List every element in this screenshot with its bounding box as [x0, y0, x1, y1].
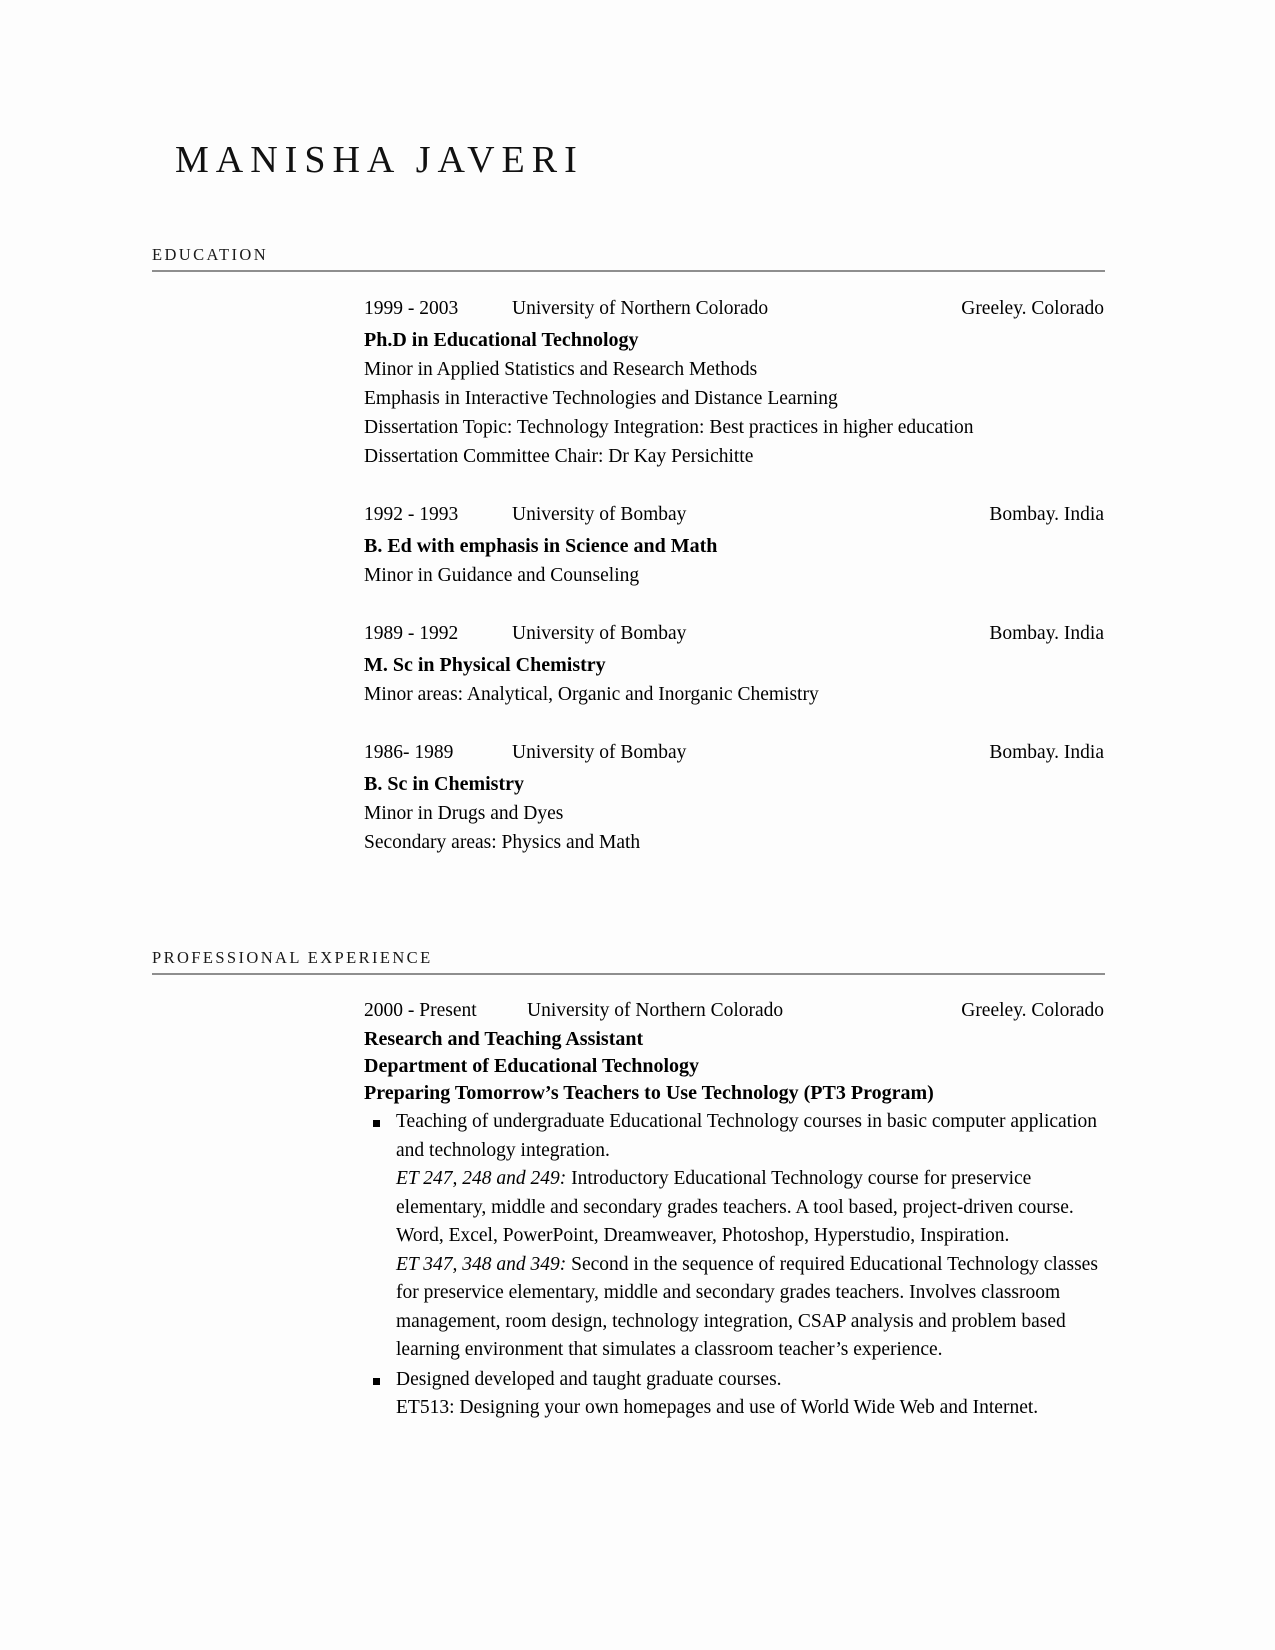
entry-organization: University of Bombay [512, 623, 687, 644]
entry-detail: Minor in Drugs and Dyes [364, 803, 564, 824]
course-description: ET 347, 348 and 349: Second in the sequence of required Educational Technology classes for preservice elementary, middle and secondary grades teachers. Involves classroom management, room design, technology integration, CSAP analysis and problem based learning environment that simulates a classroom teacher’s experience. [396, 1253, 1098, 1360]
entry-dates: 1989 - 1992 [364, 623, 459, 644]
entry-header-row [364, 742, 1104, 768]
education-entry [364, 298, 1104, 471]
section-header-experience [152, 948, 1105, 975]
entry-organization: University of Bombay [512, 742, 687, 763]
course-code-label: ET 347, 348 and 349: [396, 1253, 567, 1275]
responsibility-list [364, 1108, 1104, 1423]
entry-role-line: Research and Teaching Assistant [364, 1028, 644, 1050]
entry-location: Bombay. India [989, 742, 1104, 763]
entry-header-row [364, 1000, 1104, 1026]
section-divider-experience [152, 973, 1105, 975]
education-entry [364, 504, 1104, 590]
course-code-label: ET 247, 248 and 249: [396, 1168, 567, 1189]
section-title-education: EDUCATION [152, 245, 269, 264]
education-entry [364, 742, 1104, 857]
education-entry-list [364, 298, 1104, 857]
entry-dates: 2000 - Present [364, 1000, 477, 1021]
experience-entry [364, 1000, 1104, 1423]
entry-detail: Minor areas: Analytical, Organic and Inorganic Chemistry [364, 684, 819, 705]
section-divider-education [152, 270, 1105, 272]
education-entry [364, 623, 1104, 709]
entry-role-line: Preparing Tomorrow’s Teachers to Use Technology (PT3 Program) [364, 1082, 934, 1104]
entry-detail: Secondary areas: Physics and Math [364, 832, 641, 853]
entry-location: Greeley. Colorado [961, 298, 1104, 319]
entry-location: Bombay. India [989, 504, 1104, 525]
course-code-label: ET513: [396, 1397, 455, 1418]
responsibility-item: Teaching of undergraduate Educational Technology courses in basic computer application and technology integration. ET 247, 248 and 249: Introductory Educational Technology course for preservice elementary, middle and secondary grades teachers. A tool based, project-driven course. Word, Excel, PowerPoint, Dreamweaver, Photoshop, Hyperstudio, Inspiration. ET 347, 348 and 349: Second in the sequence of required Educational Technology classes for preservice elementary, middle and secondary grades teachers. Involves classroom management, room design, technology integration, CSAP analysis and problem based learning environment that simulates a classroom teacher’s experience. [364, 1108, 1104, 1365]
entry-degree: B. Sc in Chemistry [364, 773, 524, 795]
entry-degree: Ph.D in Educational Technology [364, 329, 639, 351]
entry-dates: 1986- 1989 [364, 742, 454, 763]
entry-location: Greeley. Colorado [961, 1000, 1104, 1021]
section-title-experience: PROFESSIONAL EXPERIENCE [152, 948, 433, 967]
responsibility-item: Designed developed and taught graduate courses. ET513: Designing your own homepages and use of World Wide Web and Internet. [364, 1366, 1104, 1423]
course-description: ET 247, 248 and 249: Introductory Educational Technology course for preservice elementary, middle and secondary grades teachers. A tool based, project-driven course. Word, Excel, PowerPoint, Dreamweaver, Photoshop, Hyperstudio, Inspiration. [396, 1168, 1074, 1246]
section-header-education [152, 245, 1105, 272]
entry-detail: Minor in Guidance and Counseling [364, 565, 640, 586]
entry-detail: Dissertation Committee Chair: Dr Kay Persichitte [364, 446, 754, 467]
page-title: MANISHA JAVERI [175, 139, 584, 181]
entry-degree: M. Sc in Physical Chemistry [364, 654, 606, 676]
entry-header-row [364, 623, 1104, 649]
entry-dates: 1999 - 2003 [364, 298, 459, 319]
entry-organization: University of Northern Colorado [512, 298, 769, 319]
entry-organization: University of Northern Colorado [527, 1000, 784, 1021]
experience-entry-list [364, 1000, 1104, 1423]
course-description: ET513: Designing your own homepages and use of World Wide Web and Internet. [396, 1397, 1039, 1418]
entry-header-row [364, 298, 1104, 324]
entry-location: Bombay. India [989, 623, 1104, 644]
entry-detail: Dissertation Topic: Technology Integration: Best practices in higher education [364, 417, 974, 438]
entry-detail: Minor in Applied Statistics and Research Methods [364, 359, 758, 380]
entry-dates: 1992 - 1993 [364, 504, 459, 525]
entry-role-line: Department of Educational Technology [364, 1055, 700, 1077]
entry-detail: Emphasis in Interactive Technologies and Distance Learning [364, 388, 838, 409]
entry-organization: University of Bombay [512, 504, 687, 525]
entry-degree: B. Ed with emphasis in Science and Math [364, 535, 718, 557]
entry-header-row [364, 504, 1104, 530]
